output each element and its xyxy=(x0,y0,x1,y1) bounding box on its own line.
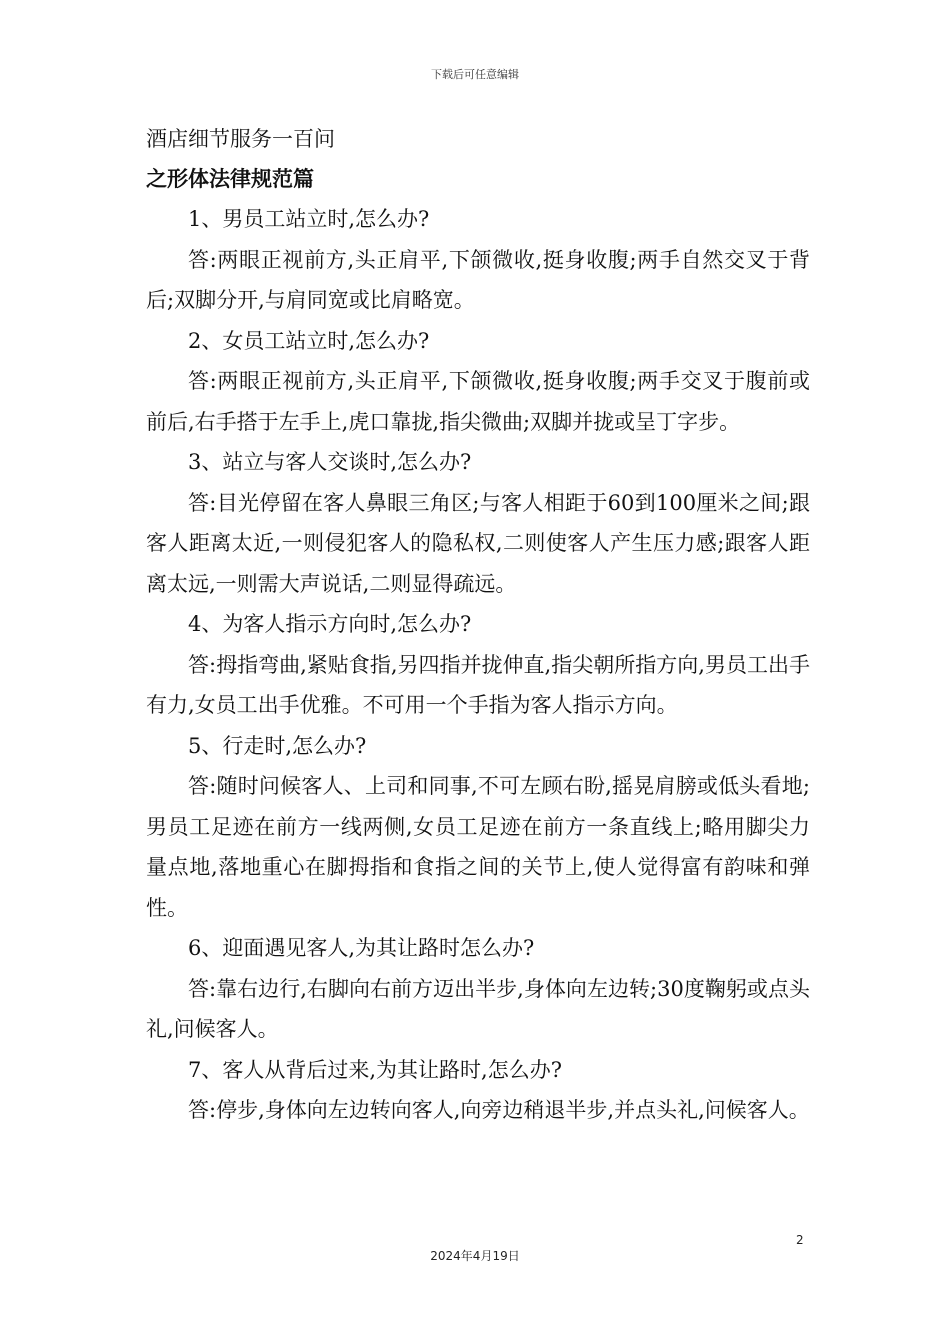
answer-3: 答:目光停留在客人鼻眼三角区;与客人相距于60到100厘米之间;跟客人距离太近,一则侵犯客人的隐私权,二则使客人产生压力感;跟客人距离太远,一则需大声说话,二则显得疏远。 xyxy=(146,490,810,596)
answer-5: 答:随时问候客人、上司和同事,不可左顾右盼,摇晃肩膀或低头看地;男员工足迹在前方一线两侧,女员工足迹在前方一条直线上;略用脚尖力量点地,落地重心在脚拇指和食指之间的关节上,使人觉得富有韵味和弹性。 xyxy=(146,774,810,920)
answer-4: 答:拇指弯曲,紧贴食指,另四指并拢伸直,指尖朝所指方向,男员工出手有力,女员工出手优雅。不可用一个手指为客人指示方向。 xyxy=(146,652,810,717)
answer-2: 答:两眼正视前方,头正肩平,下颌微收,挺身收腹;两手交叉于腹前或前后,右手搭于左手上,虎口靠拢,指尖微曲;双脚并拢或呈丁字步。 xyxy=(146,369,810,434)
question-7: 7、客人从背后过来,为其让路时,怎么办? xyxy=(188,1057,562,1082)
page-number: 2 xyxy=(796,1233,804,1247)
document-body xyxy=(146,119,810,1131)
footer-date: 2024年4月19日 xyxy=(430,1249,520,1263)
question-5: 5、行走时,怎么办? xyxy=(188,733,367,758)
document-subtitle: 之形体法律规范篇 xyxy=(146,166,314,191)
document-title: 酒店细节服务一百问 xyxy=(146,127,335,151)
question-1: 1、男员工站立时,怎么办? xyxy=(188,207,430,231)
answer-6: 答:靠右边行,右脚向右前方迈出半步,身体向左边转;30度鞠躬或点头礼,问候客人。 xyxy=(146,976,810,1041)
answer-1: 答:两眼正视前方,头正肩平,下颌微收,挺身收腹;两手自然交叉于背后;双脚分开,与肩同宽或比肩略宽。 xyxy=(146,247,810,312)
question-6: 6、迎面遇见客人,为其让路时怎么办? xyxy=(188,936,535,960)
answer-7: 答:停步,身体向左边转向客人,向旁边稍退半步,并点头礼,问候客人。 xyxy=(188,1098,810,1122)
question-2: 2、女员工站立时,怎么办? xyxy=(188,328,430,353)
question-3: 3、站立与客人交谈时,怎么办? xyxy=(188,450,472,474)
header-note: 下载后可任意编辑 xyxy=(431,68,519,81)
qa-list xyxy=(146,199,810,1131)
question-4: 4、为客人指示方向时,怎么办? xyxy=(188,612,472,636)
